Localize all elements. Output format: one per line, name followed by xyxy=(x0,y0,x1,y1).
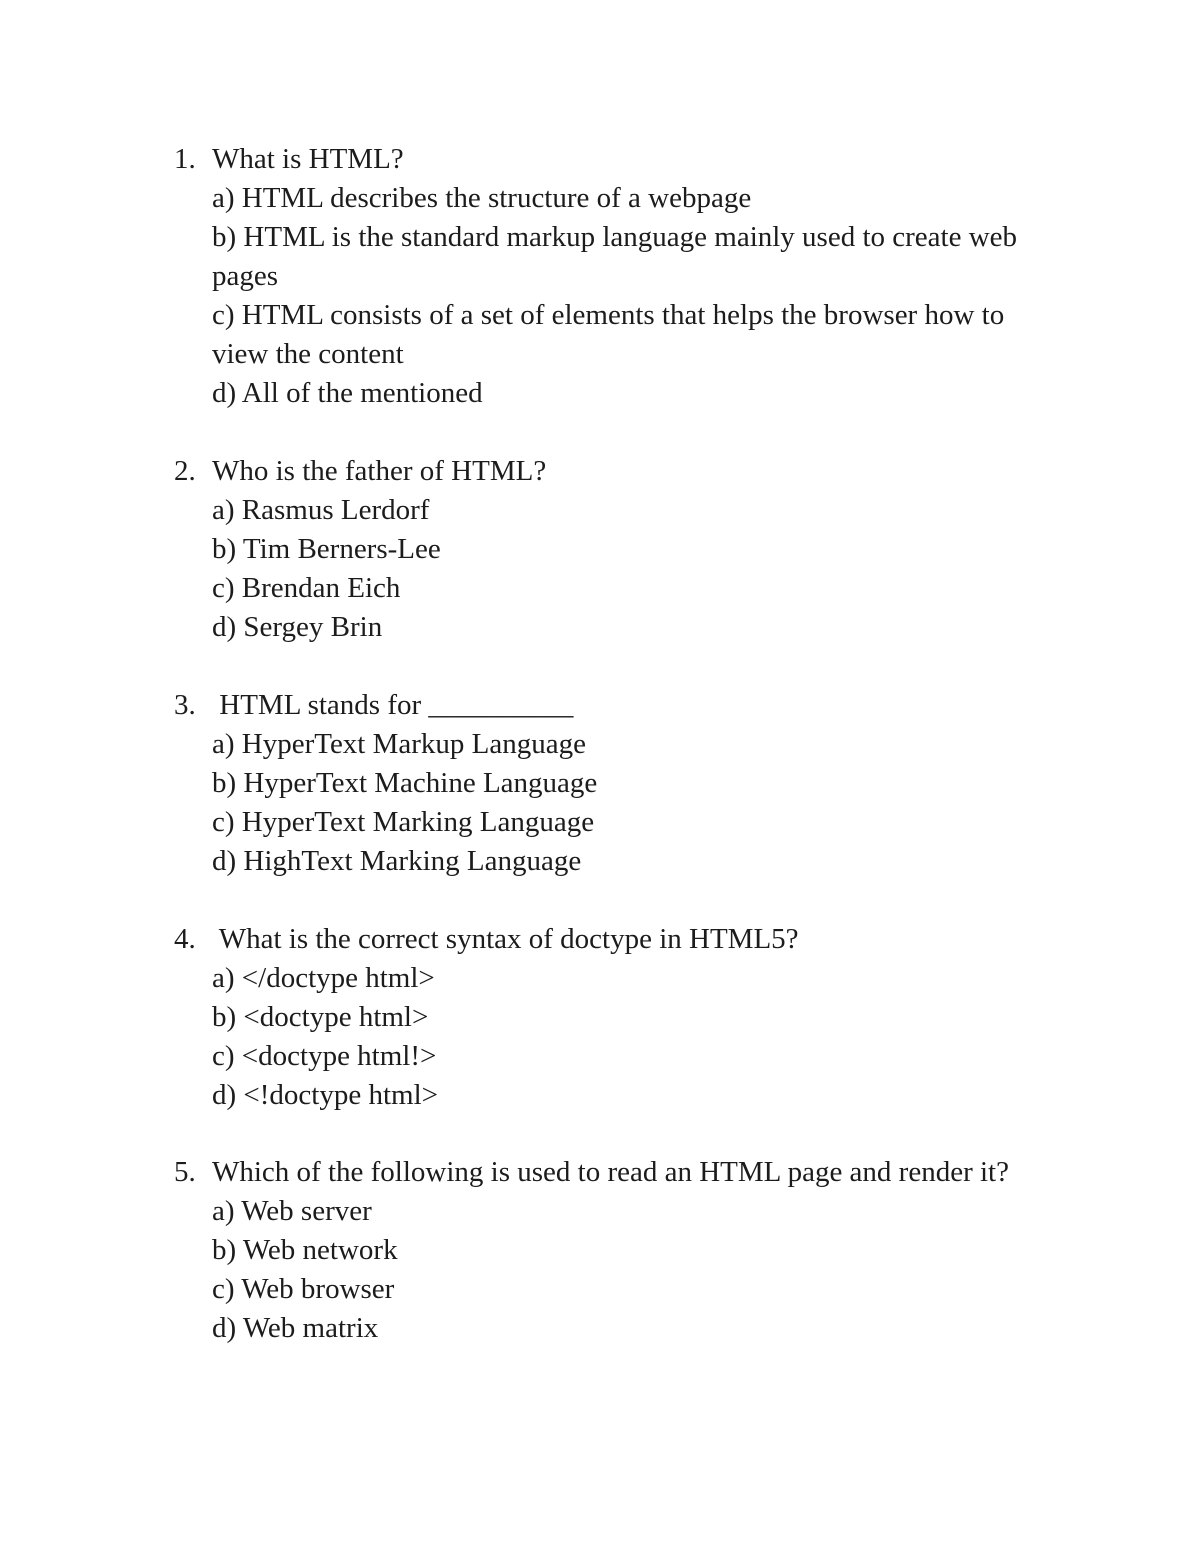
option-b: b) Tim Berners-Lee xyxy=(212,533,441,565)
question-stem xyxy=(174,452,1054,491)
option-d: d) HighText Marking Language xyxy=(212,845,582,877)
answer-options xyxy=(212,491,1042,647)
option-d: d) All of the mentioned xyxy=(212,377,483,409)
question-1 xyxy=(174,140,1054,413)
option-a: a) Web server xyxy=(212,1195,372,1227)
question-stem xyxy=(174,140,1054,179)
question-text: Who is the father of HTML? xyxy=(212,455,547,487)
question-number: 1. xyxy=(174,143,196,175)
option-c: c) Brendan Eich xyxy=(212,572,401,604)
option-c: c) HTML consists of a set of elements that helps the browser how to view the content xyxy=(212,299,1005,370)
option-c: c) Web browser xyxy=(212,1273,395,1305)
answer-options xyxy=(212,179,1042,413)
option-b: b) <doctype html> xyxy=(212,1001,429,1033)
option-a: a) HyperText Markup Language xyxy=(212,728,587,760)
option-a: a) Rasmus Lerdorf xyxy=(212,494,430,526)
question-5 xyxy=(174,1153,1054,1348)
option-a: a) HTML describes the structure of a webpage xyxy=(212,182,752,214)
question-text: What is HTML? xyxy=(212,143,404,175)
option-d: d) Web matrix xyxy=(212,1312,379,1344)
question-stem xyxy=(174,1153,1054,1192)
option-c: c) HyperText Marking Language xyxy=(212,806,595,838)
question-number: 5. xyxy=(174,1156,196,1188)
question-number: 2. xyxy=(174,455,196,487)
answer-options xyxy=(212,725,1042,881)
question-3 xyxy=(174,686,1054,881)
option-d: d) Sergey Brin xyxy=(212,611,383,643)
question-text: What is the correct syntax of doctype in HTML5? xyxy=(212,923,799,955)
option-b: b) Web network xyxy=(212,1234,398,1266)
question-stem xyxy=(174,920,1054,959)
question-2 xyxy=(174,452,1054,647)
question-text: Which of the following is used to read an HTML page and render it? xyxy=(212,1156,1009,1188)
option-a: a) </doctype html> xyxy=(212,962,435,994)
answer-options xyxy=(212,1192,1042,1348)
option-b: b) HTML is the standard markup language mainly used to create web pages xyxy=(212,221,1018,292)
question-text: HTML stands for __________ xyxy=(212,689,574,721)
option-b: b) HyperText Machine Language xyxy=(212,767,598,799)
question-number: 3. xyxy=(174,689,196,721)
answer-options xyxy=(212,959,1042,1115)
question-stem xyxy=(174,686,1054,725)
question-4 xyxy=(174,920,1054,1115)
option-d: d) <!doctype html> xyxy=(212,1079,438,1111)
question-number: 4. xyxy=(174,923,196,955)
option-c: c) <doctype html!> xyxy=(212,1040,437,1072)
